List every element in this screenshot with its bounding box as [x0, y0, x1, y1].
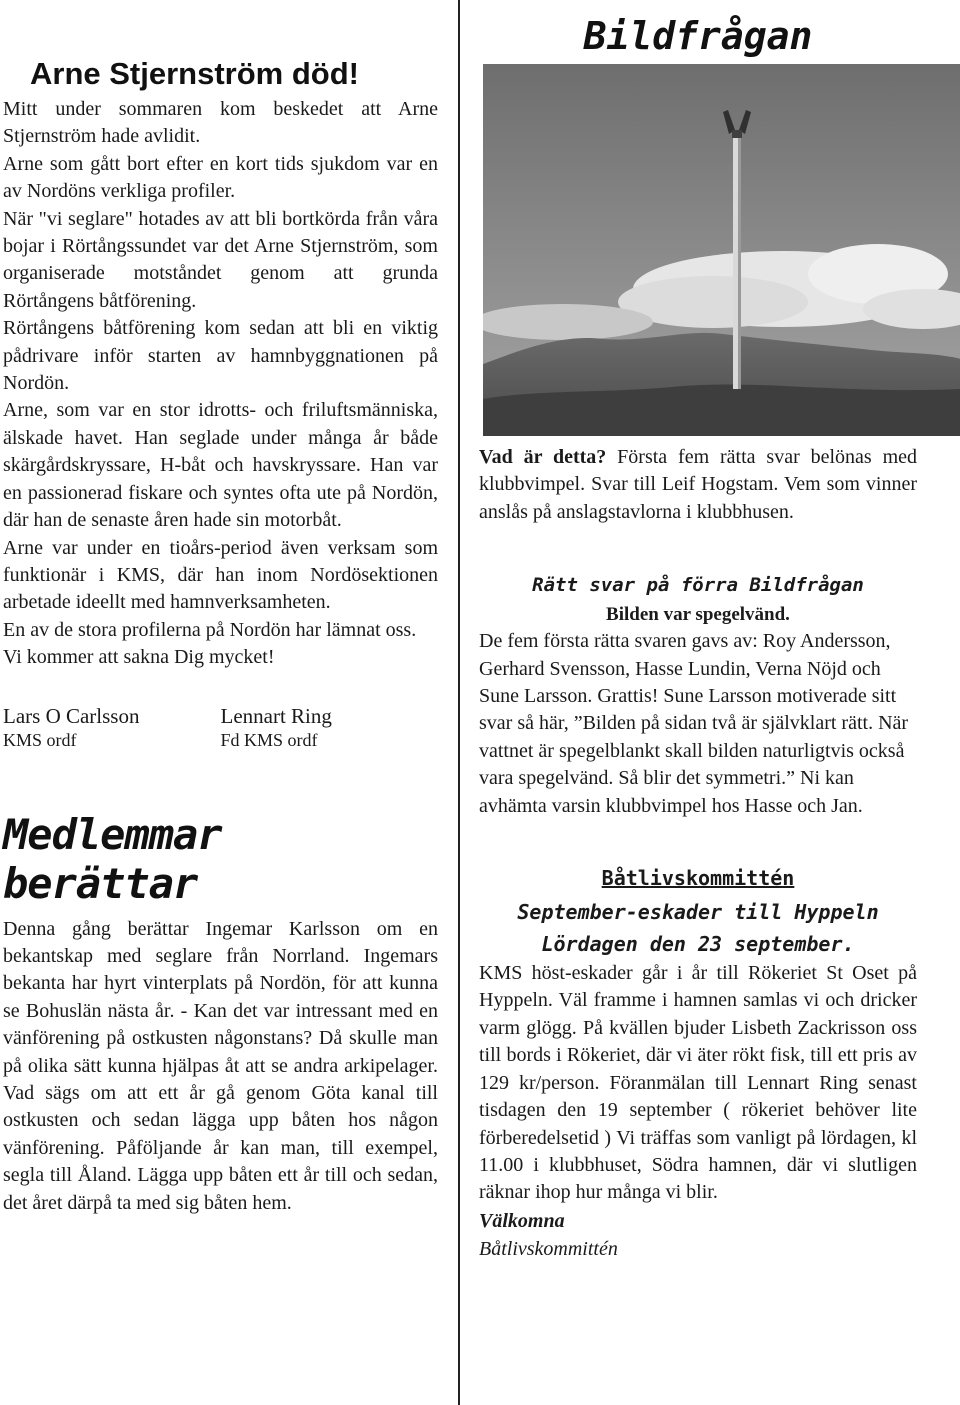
- quiz-question-body: Första fem rätta svar belönas med klubbvimpel. Svar till Leif Hogstam. Vem som vinner anslås på anslagstavlorna i klubbhusen.: [479, 446, 917, 523]
- signature-block: [221, 704, 439, 752]
- signature-role: KMS ordf: [3, 729, 77, 750]
- members-title: Medlemmar berättar: [3, 809, 222, 908]
- obituary-title: Arne Stjernström död!: [30, 56, 359, 91]
- members-body: Denna gång berättar Ingemar Karlsson om en bekantskap med seglare från Norrland. Ingemars bekanta har hyrt vinterplats på Nordön, för att kunna se Bohuslän nästa år. - Kan det var intressant med en vänförening på ostkusten någonstans? Då skulle man på olika sätt kunna hjälpas åt att se andra arkipelager. Vad sägs om att ett år gå genom Göta kanal till ostkusten och sedan lägga upp båten hos någon vänförening. Påföljande år kan man, till exempel, segla till Åland. Lägga upp båten ett år till och sedan, det året därpå ta med sig båten hem.: [3, 917, 438, 1214]
- obituary-paragraph: När "vi seglare" hotades av att bli bortkörda från våra bojar i Rörtångssundet var det Arne Stjernström, som organiserade motståndet genom att grunda Rörtångens båtförening.: [3, 207, 438, 312]
- signature-name: Lars O Carlsson: [3, 703, 140, 728]
- previous-answer-body: De fem första rätta svaren gavs av: Roy Andersson, Gerhard Svensson, Hasse Lundin, Verna Nöjd och Sune Larsson. Grattis! Sune Larsson motiverade sitt svar så här, ”Bilden på sidan två är självklart rätt. När vattnet är spegelblankt skall bilden naturligtvis också vara spegelvänd. Så blir det symmetri.” Ni kan avhämta varsin klubbvimpel hos Hasse och Jan.: [479, 630, 909, 817]
- obituary-paragraph: Arne som gått bort efter en kort tids sjukdom var en av Nordöns verkliga profiler.: [3, 152, 438, 203]
- quiz-question: [479, 444, 917, 526]
- obituary-paragraph: Vi kommer att sakna Dig mycket!: [3, 646, 275, 669]
- boating-signature: Båtlivskommittén: [479, 1237, 618, 1260]
- obituary-paragraph: Arne var under en tioårs-period även verksam som funktionär i KMS, där han inom Nordösektionen arbetade ideellt med hamnverksamheten.: [3, 536, 438, 614]
- left-column: [3, 40, 438, 1217]
- picture-quiz-title: Bildfrågan: [583, 14, 813, 58]
- obituary-paragraph: Arne, som var en stor idrotts- och friluftsmänniska, älskade havet. Han seglade under många år både skärgårdskryssare, H-båt och havskryssare. Han var en passionerad fiskare och syntes ofta ute på Nordön, där han de senaste åren hade sin motorbåt.: [3, 399, 438, 532]
- obituary-paragraph: Rörtångens båtförening kom sedan att bli en viktig pådrivare inför starten av hamnbyggnationen på Nordön.: [3, 317, 438, 395]
- obituary-paragraph: Mitt under sommaren kom beskedet att Arne Stjernström hade avlidit.: [3, 98, 438, 148]
- right-column: [479, 8, 917, 1263]
- boating-welcome: Välkomna: [479, 1209, 565, 1232]
- signature-role: Fd KMS ordf: [220, 729, 318, 750]
- previous-answer-headline: Bilden var spegelvänd.: [606, 604, 790, 626]
- boating-committee-title: Båtlivskommittén: [601, 866, 795, 891]
- obituary-signatures: [3, 704, 438, 752]
- signature-block: [3, 704, 221, 752]
- boating-subtitle: September-eskader till Hyppeln: [517, 900, 879, 925]
- boating-date: Lördagen den 23 september.: [541, 932, 855, 957]
- quiz-photo-image: [483, 64, 960, 436]
- obituary-paragraph: En av de stora profilerna på Nordön har lämnat oss.: [3, 618, 417, 641]
- quiz-question-lead: Vad är detta?: [479, 446, 607, 468]
- boating-body: KMS höst-eskader går i år till Rökeriet St Oset på Hyppeln. Väl framme i hamnen samlas vi och dricker varm glögg. På kvällen bjuder Lisbeth Zackrisson oss till bords i Rökeriet, där vi äter rökt fisk, till ett pris av 129 kr/person. Föranmälan till Lennart Ring senast tisdagen den 19 september ( rökeriet behöver lite förberedelsetid ) Vi träffas som vanligt på lördagen, kl 11.00 i klubbhuset, Södra hamnen, där vi slutligen räknar ihop hur många vi blir.: [479, 962, 917, 1204]
- column-divider: [458, 0, 460, 1405]
- previous-answer-title: Rätt svar på förra Bildfrågan: [532, 574, 864, 597]
- signature-name: Lennart Ring: [220, 703, 332, 728]
- quiz-photo: [483, 64, 960, 436]
